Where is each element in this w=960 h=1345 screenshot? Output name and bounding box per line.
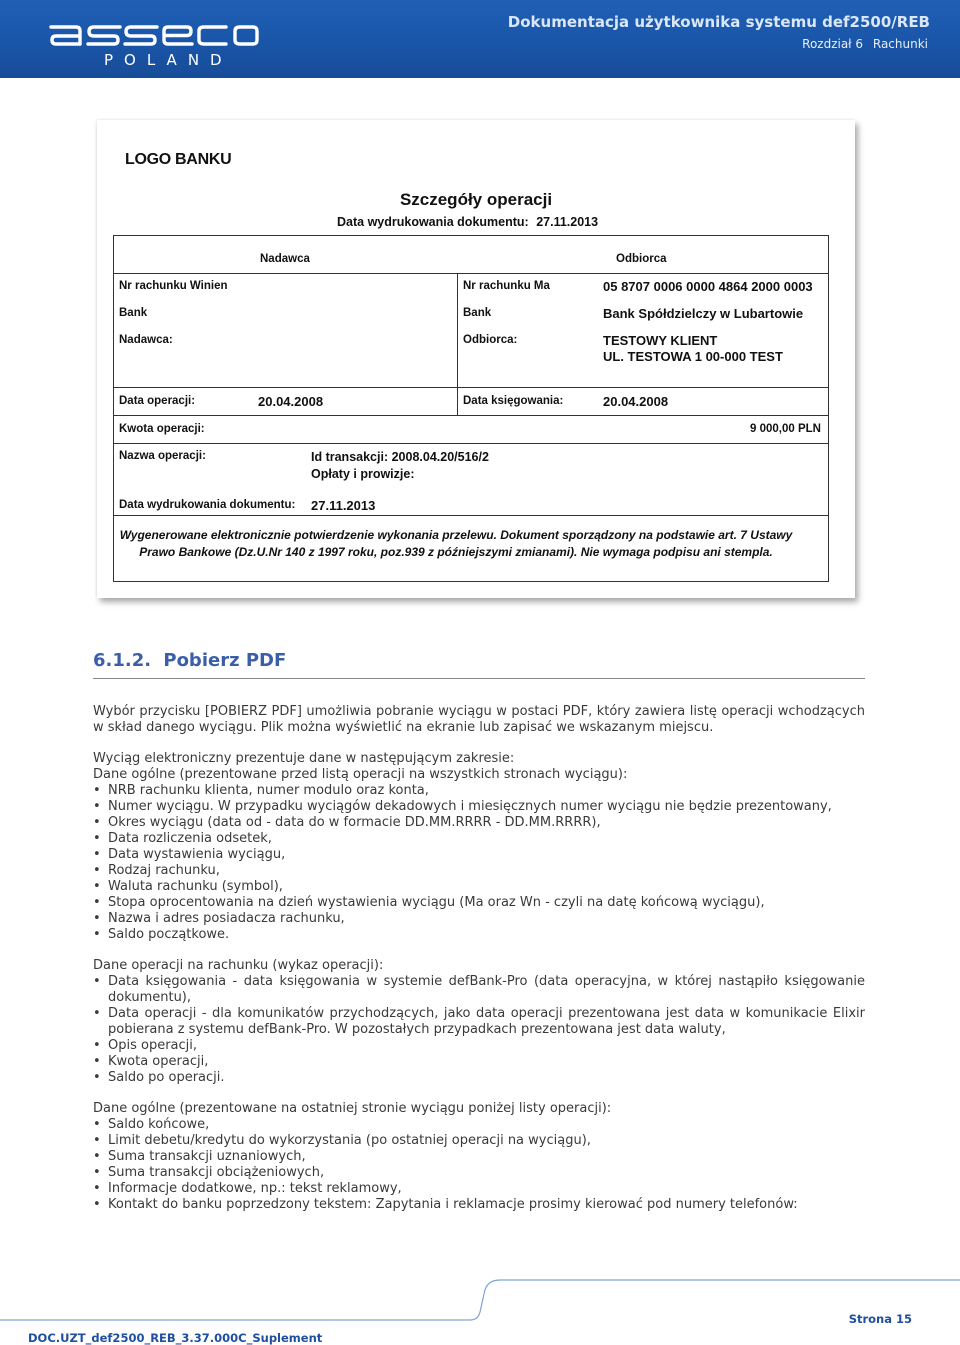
section-title: Pobierz PDF	[163, 650, 287, 671]
chapter-number: Rozdział 6	[802, 37, 864, 51]
section-heading	[93, 650, 286, 671]
list-item: • Suma transakcji obciążeniowych,	[93, 1165, 865, 1181]
list-item: • Kwota operacji,	[93, 1054, 865, 1070]
list-item: • Saldo po operacji.	[93, 1070, 865, 1086]
page-header	[0, 0, 960, 78]
last-page-data-intro: Dane ogólne (prezentowane na ostatniej stronie wyciągu poniżej listy operacji):	[93, 1101, 612, 1116]
operation-details-screenshot	[97, 120, 855, 598]
booking-date-label: Data księgowania:	[463, 395, 564, 407]
table-divider	[113, 443, 828, 444]
operations-data-intro: Dane operacji na rachunku (wykaz operacji):	[93, 958, 384, 973]
chapter-name: Rachunki	[872, 37, 928, 51]
operation-name-label: Nazwa operacji:	[119, 450, 206, 462]
logo-subtitle: POLAND	[104, 51, 233, 69]
bank-label-right: Bank	[463, 307, 492, 319]
list-item: • Stopa oprocentowania na dzień wystawienia wyciągu (Ma oraz Wn - czyli na datę końcową wyciągu),	[93, 895, 865, 911]
list-item: • Informacje dodatkowe, np.: tekst reklamowy,	[93, 1181, 865, 1197]
list-item: • Waluta rachunku (symbol),	[93, 879, 865, 895]
credit-account-value: 05 8707 0006 0000 4864 2000 0003	[603, 279, 813, 294]
sender-header: Nadawca	[260, 253, 310, 265]
page-number: Strona 15	[848, 1312, 912, 1326]
list-item: • Data wystawienia wyciągu,	[93, 847, 865, 863]
list-item: • Opis operacji,	[93, 1038, 865, 1054]
bank-logo-text: LOGO BANKU	[125, 151, 232, 168]
receiver-header: Odbiorca	[616, 253, 667, 265]
list-item: • Rodzaj rachunku,	[93, 863, 865, 879]
receiver-name: TESTOWY KLIENT	[603, 333, 718, 348]
operation-details-title: Szczegóły operacji	[399, 190, 553, 209]
list-item: • Suma transakcji uznaniowych,	[93, 1149, 865, 1165]
table-divider	[113, 273, 828, 274]
amount-value: 9 000,00 PLN	[750, 423, 821, 435]
document-body	[93, 704, 865, 1213]
table-divider	[457, 273, 458, 415]
debit-account-label: Nr rachunku Winien	[119, 280, 228, 292]
bank-label: Bank	[119, 307, 148, 319]
amount-label: Kwota operacji:	[119, 423, 205, 435]
list-item: • Data księgowania - data księgowania w systemie defBank-Pro (data operacyjna, w której nastąpiło księgowanie dokumentu),	[93, 974, 865, 1006]
disclaimer-text: Wygenerowane elektronicznie potwierdzenie wykonania przelewu. Dokument sporządzony na podstawie art. 7 Ustawy Prawo Bankowe (Dz.U.Nr 140 z 1997 roku, poz.939 z późniejszymi zmianami). Nie wymaga podpisu ani stempla.	[119, 528, 793, 559]
fees-label: Opłaty i prowizje:	[311, 467, 415, 481]
list-item: • Saldo początkowe.	[93, 927, 865, 943]
last-page-data-list	[93, 1117, 865, 1213]
sender-label: Nadawca:	[119, 334, 173, 346]
list-item: • Saldo końcowe,	[93, 1117, 865, 1133]
list-item: • Nazwa i adres posiadacza rachunku,	[93, 911, 865, 927]
transaction-id: Id transakcji: 2008.04.20/516/2	[311, 450, 489, 464]
document-title: Dokumentacja użytkownika systemu def2500/REB	[507, 13, 930, 31]
credit-account-label: Nr rachunku Ma	[463, 280, 550, 292]
chapter-label	[796, 37, 928, 51]
table-divider	[113, 415, 828, 416]
table-divider	[113, 387, 828, 388]
print-date-label-2: Data wydrukowania dokumentu:	[119, 499, 296, 511]
list-item: • Kontakt do banku poprzedzony tekstem: Zapytania i reklamacje prosimy kierować pod numery telefonów:	[93, 1197, 865, 1213]
general-data-list	[93, 783, 865, 943]
list-item: • Numer wyciągu. W przypadku wyciągów dekadowych i miesięcznych numer wyciągu nie będzie prezentowany,	[93, 799, 865, 815]
booking-date-value: 20.04.2008	[603, 394, 669, 409]
list-item: • Data rozliczenia odsetek,	[93, 831, 865, 847]
print-date-value-2: 27.11.2013	[311, 498, 376, 513]
asseco-logo-mark	[48, 22, 260, 48]
list-item: • Limit debetu/kredytu do wykorzystania (po ostatniej operacji na wyciągu),	[93, 1133, 865, 1149]
list-item: • NRB rachunku klienta, numer modulo oraz konta,	[93, 783, 865, 799]
operation-date-label: Data operacji:	[119, 395, 196, 407]
bank-value: Bank Spółdzielczy w Lubartowie	[603, 306, 804, 321]
operation-date-value: 20.04.2008	[258, 394, 324, 409]
receiver-address: UL. TESTOWA 1 00-000 TEST	[603, 349, 783, 364]
scope-line: Wyciąg elektroniczny prezentuje dane w następującym zakresie:	[93, 751, 515, 766]
receiver-label: Odbiorca:	[463, 334, 518, 346]
section-number: 6.1.2.	[93, 650, 152, 671]
document-id: DOC.UZT_def2500_REB_3.37.000C_Suplement	[28, 1331, 323, 1345]
table-divider	[113, 515, 828, 516]
asseco-logo	[48, 22, 260, 52]
list-item: • Okres wyciągu (data od - data do w formacie DD.MM.RRRR - DD.MM.RRRR),	[93, 815, 865, 831]
general-data-intro: Dane ogólne (prezentowane przed listą operacji na wszystkich stronach wyciągu):	[93, 767, 628, 782]
print-date: Data wydrukowania dokumentu: 27.11.2013	[337, 215, 599, 229]
intro-paragraph: Wybór przycisku [POBIERZ PDF] umożliwia pobranie wyciągu w postaci PDF, który zawiera listę operacji wchodzących w skład danego wyciągu. Plik można wyświetlić na ekranie lub zapisać we wskazanym miejscu.	[93, 704, 865, 735]
list-item: • Data operacji - dla komunikatów przychodzących, jako data operacji prezentowana jest data w komunikacie Elixir pobierana z systemu defBank-Pro. W pozostałych przypadkach prezentowana jest data waluty,	[93, 1006, 865, 1038]
section-divider	[93, 678, 865, 679]
operations-data-list	[93, 974, 865, 1086]
